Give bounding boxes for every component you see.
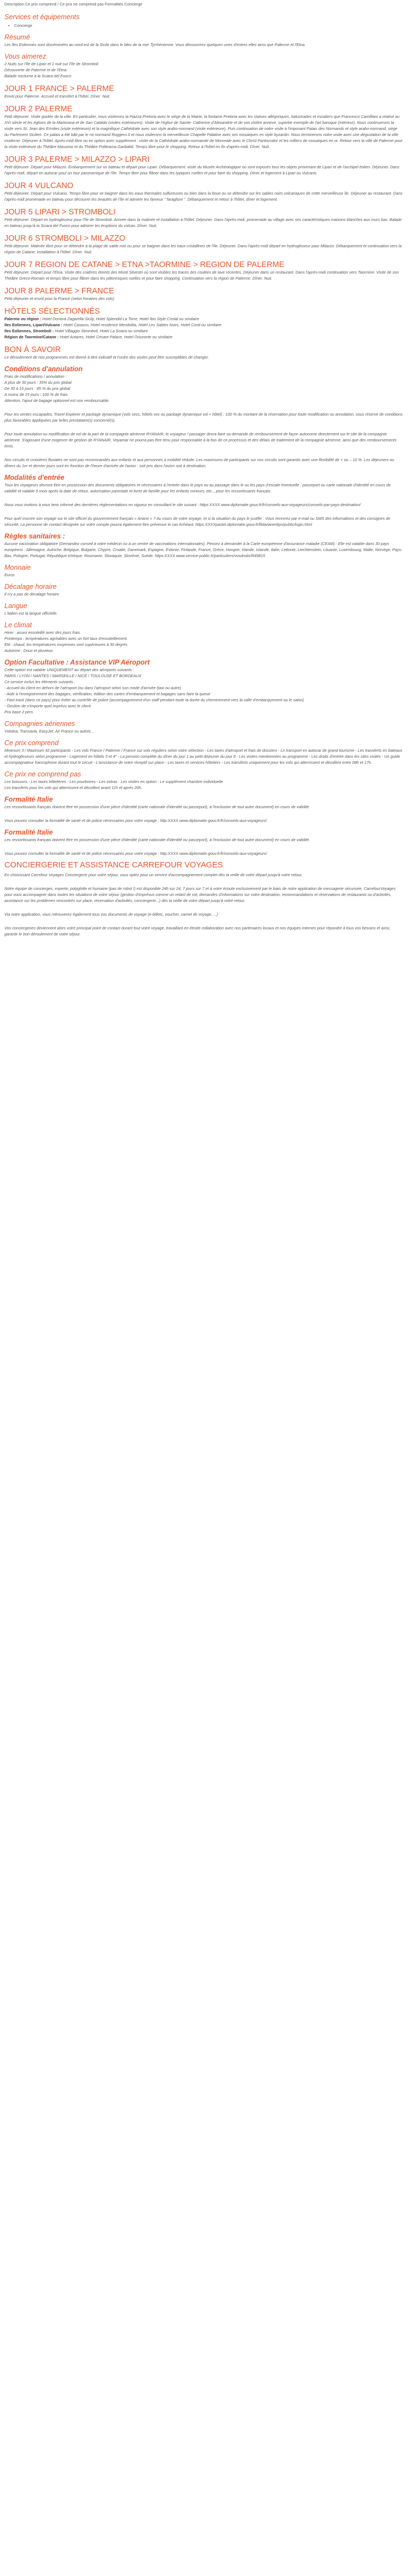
langue-text: L'italien est la langue officielle.	[4, 611, 58, 616]
langue-title: Langue	[4, 602, 27, 610]
day-2-title: JOUR 2 PALERME	[4, 105, 72, 114]
conditions-para: Pour les ventes escapades, Travel Explorer et package dynamique (vols secs, hôtels sec ou package dynamique vol + hôtel) : 100 % du montant de la réservation pour toute modification ou annulation, sous réserve de conditions plus favorables appliquées par le/les prestataire(s) concerné(s).	[4, 412, 403, 423]
hotel-row-value: Hotel Antares, Hotel Cesare Palace, Hotel Orizzonte ou similaire	[59, 334, 172, 339]
day-8-title: JOUR 8 PALERME > FRANCE	[4, 287, 114, 296]
modalites-para: Pour quel inscrire son voyage sur le site officiel du gouvernement français « Ariane » ? Au cours de votre voyage, et si la situation du pays le justifie : Vous recevrez par e-mail ou SMS des informations et des consignes de sécurité, La personne de contact désignée sur votre compte pourra également être prévenue le cas échéant. https:XXXXpastel.diplomatie.gouv.fr/fildariane/dyn/public/login.html	[4, 516, 391, 527]
climat-line: Eté : chaud, les températures moyennes sont supérieures à 30 degrés	[4, 642, 128, 647]
bon-a-savoir-title: BON À SAVOIR	[4, 345, 61, 354]
ne-comprend-title: Ce prix ne comprend pas	[4, 770, 81, 778]
resume-title: Résumé	[4, 33, 30, 41]
day-4-text: Petit déjeuner. Départ pour Vulcano. Temps libre pour se baigner dans les eaux thermales sulfureuses ou bien dans la boue ou se détendre sur les sables noirs volcaniques de cette merveilleuse île. Déjeuner au restaurant. Dans l'après-midi promenade en bateau pour découvrir les beautés de l'île et admirer les fameux " faraglioni ". Débarquement et retour à l'hôtel, dîner et logement.	[4, 191, 403, 202]
day-3-text: Petit déjeuner. Départ pour Milazzo. Embarquement sur un bateau et départ pour Lipari. Débarquement. visite du Musée Archéologique où sont exposés tous les objets provenant de Lipari et de l'archipel éolien. Déjeuner. Dans l'après-midi, départ en autocar pour un tour panoramique de l'île. Temps libre pour flâner dans les typiques ruelles et pour faire du shopping. Dîner et logement à Lipari ou Vulcano.	[4, 164, 400, 175]
conditions-line: Attention, l'ajout de bagage optionnel est non remboursable.	[4, 398, 110, 403]
conditions-line: De 30 à 15 jours : 85 % du prix global	[4, 386, 70, 391]
option-line: - Gestion de n'importe quel imprévu avec le client	[4, 703, 91, 708]
day-2-text: Petit déjeuner. Visite guidée de la ville. En particulier, nous visiterons la Piazza Pretoria avec le siège de la Mairie, la fontaine Pretoria avec les statues allégoriques, balustrades et escaliers que Francesco Camilliani a réalisé au XVI siècle et les églises de la Martorana et de San Cataldo (visites extérieures). Visite de l'église de Sainte- Catherine d'Alexandrie et de son cloître annexe, superbe exemple de l'art baroque (intérieur). Nous continuerons la visite vers St. Jean des Ermites (visite extérieure) et la magnifique Cathédrale avec son style arabo-normand (visite extérieure). Puis continuation de notre visite à l'imposant Palais des Normands et style arabo-normand, siège du Parlement Sicilien. Ce palais a été bâti par le roi normand Ruggero II et nous visiterons la merveilleuse Chapelle Palatine avec ses mosaïques en style byzantin. Nous terminerons notre visite avec une dégustation de la ville moderne. Déjeuner à l'hôtel. Après-midi libre ou en option avec supplément : visite de la Cathédrale arabo-normande de Monreale avec le Christ Pantocrator et les milliers de mosaïques en or. Retour vers la ville de Palerme pour la visite extérieure du Théâtre Massimo et du Théâtre Politeama Garibaldi. Temps libre pour le shopping. Retour à l'hôtel en fin d'après-midi. Dîner. Nuit.	[4, 114, 403, 149]
hotel-row-label: Région de Taormine/Catane :	[4, 334, 59, 339]
conditions-line: A plus de 30 jours : 35% du prix global	[4, 380, 72, 385]
day-5-title: JOUR 5 LIPARI > STROMBOLI	[4, 208, 116, 217]
services-list	[4, 22, 403, 29]
option-line: Ce service inclus les éléments suivants :	[4, 679, 76, 684]
vous-aimerez-title: Vous aimerez	[4, 53, 46, 60]
hotel-row-label: Palerme ou région :	[4, 316, 42, 321]
conditions-para: Nos circuits et croisières fluviales ne sont pas recommandés aux enfants et aux personnes à mobilité réduite. Les maximums de participants sur nos circuits sont garantis avec une flexibilité de + ou – 10 %. Les déjeuners ou dîners du 1er et dernier jours sont en fonction de l'heure d'arrivée de l'avion : soit pris dans l'avion soit à destination.	[4, 457, 395, 468]
option-line: Prix base 2 pers	[4, 710, 33, 714]
day-6-text: Petit déjeuner. Matinée libre pour se détendre à la plage de sable noir ou pour se baigner dans les eaux cristallines de l'île. Déjeuner. Dans l'après-midi départ en hydroglisseur pour Milazzo. Débarquement et continuation vers la région de Catane. Installation à l'hôtel. Dîner. Nuit.	[4, 243, 402, 254]
modalites-para: Nous vous invitons à vous tenir informé des dernières réglementations en vigueur en consultant le site suivant : https:XXXX.www.diplomatie.gouv.fr/fr/conseils-aux-voyageurs/conseils-par-pays-destination/	[4, 502, 361, 507]
option-line: PARIS / LYON / NANTES / MARSEILLE / NICE / TOULOUSE ET BORDEAUX	[4, 673, 142, 678]
conciergerie-para: Notre équipe de concierges, experte, polyglotte et humaine (pas de robot !) est disponible 24h sur 24, 7 jours sur 7 et à votre écoute exclusivement par le biais de notre application de messagerie sécurisée, CarrefourVoyages pour vous accompagner dans toutes les situations de votre séjour (gestion d'imprévus comme un retard de vol, demandes d'informations sur votre destination, recommandations et réservations de restaurants ou d'activités, assistance sur les problèmes rencontrés sur place, réservation d'activités, conciergerie...) dès la veille de votre départ jusqu'à votre retour.	[4, 886, 396, 903]
hotel-row	[4, 316, 403, 322]
ne-comprend-line: Les boissons - Les taxes hôtelières - Les pourboires - Les extras · Les visites en option - Le supplément chambre individuelle	[4, 779, 223, 784]
day-3-title: JOUR 3 PALERME > MILAZZO > LIPARI	[4, 155, 150, 164]
climat-title: Le climat	[4, 621, 32, 629]
vous-aimerez-item: Balade nocturne à la Sciara del Fuoco	[4, 73, 71, 78]
conciergerie-para: Vos conciergeries deviennent alors votre principal point de contact durant tout votre voyage, travaillant en étroite collaboration avec nos partenaires locaux et nos équipes internes pour répondre à tous vos besoins et ainsi, garantir le bon déroulement de votre séjour.	[4, 926, 391, 937]
option-line: - Aide à l'enregistrement des bagages, vérification, édition des cartes d'embarquement et bagages sans faire la queue	[4, 691, 211, 696]
climat-line: Automne : Doux et pluvieux.	[4, 648, 54, 653]
formalite-italie-para-2: Vous pouvez consulter la formalité de santé et de police nécessaires pour votre voyage : http:XXXX.www.diplomatie.gouv.fr/fr/conseils-aux-voyageurs/	[4, 851, 267, 856]
decalage-text: Il n'y a pas de décalage horaire	[4, 592, 59, 597]
formalite-italie-para: Les ressortissants français doivent être en possession d'une pièce d'identité (carte nationale d'identité ou passeport), à l'exclusion de tout autre document) en cours de validité.	[4, 804, 310, 809]
day-7-title: JOUR 7 REGION DE CATANE > ETNA >TAORMINE > REGION DE PALERME	[4, 260, 285, 269]
services-title: Services et équipements	[4, 13, 80, 21]
conciergerie-para: En choisissant Carrefour Voyages Conciergerie pour votre séjour, vous optez pour un service d'accompagnement complet dès la veille de votre départ jusqu'à votre retour.	[4, 872, 303, 877]
hotel-row-label: Iles Eoliennes, Lipari/Vulcano :	[4, 322, 63, 327]
day-8-text: Petit déjeuner et envol pour la France (selon horaires des vols)	[4, 296, 115, 301]
conditions-line: Frais de modifications / annulation :	[4, 374, 67, 379]
climat-line: Hiver : assez ensoleillé avec des jours frais.	[4, 630, 81, 635]
hotel-row	[4, 334, 403, 340]
hotel-row-value: Hotel Villaggio Stromboli, Hotel La Sciara ou similaire	[54, 328, 148, 333]
conditions-para: Pour toute annulation ou modification de vol de la part de la compagnie aérienne RYANAIR, le voyageur / passager devra faire sa demande de remboursement de façon autonome directement sur le site de la compagnie aérienne. S'agissant d'une exigence de gestion de RYANAIR, Voyamar ne pourra pas être tenu pour responsable à la fois de ce processus et des délais de traitement de la compagnie aérienne, ainsi que des remboursements émis.	[4, 432, 397, 449]
vous-aimerez-list	[4, 61, 403, 79]
compagnies-title: Compagnies aériennes	[4, 720, 75, 728]
day-5-text: Petit déjeuner. Départ en hydroglisseur pour l'île de Stromboli. Arrivée dans la matinée et installation à l'hôtel. Déjeuner. Dans l'après-midi, promenade au village avec ses caractéristiques maisons blanches aux murs bas. Balade en bateau jusqu'à la Sciara del Fuoco pour admirer les éruptions du volcan. Dîner. Nuit.	[4, 217, 402, 228]
option-line: Cette option est valable UNIQUEMENT au départ des aéroports suivants :	[4, 667, 134, 672]
modalites-para: Tous les voyageurs devront être en possession des documents obligatoires et nécessaires à l'entrée dans le pays ou au passage dans le ou les pays d'escale éventuelle : passeport ou carte nationale d'identité en cours de validité et valable 6 mois après la date de retour, autorisation parentale et livret de famille pour les enfants mineurs, etc.., pour les ressortissants français.	[4, 483, 391, 493]
conciergerie-para: Via notre application, vous retrouverez également tous vos documents de voyage (e-billets, voucher, carnet de voyage, ...)	[4, 912, 218, 917]
day-4-title: JOUR 4 VULCANO	[4, 181, 74, 190]
hotel-row	[4, 322, 403, 328]
breadcrumb: Description Ce prix comprend / Ce prix ne comprend pas Formalités Concierge	[4, 2, 143, 7]
conditions-line: A moins de 15 jours : 100 % de frais	[4, 392, 68, 397]
regles-title: Règles sanitaires :	[4, 532, 65, 540]
conciergerie-title: CONCIERGERIE ET ASSISTANCE CARREFOUR VOYAGES	[4, 861, 223, 870]
hotel-row	[4, 328, 403, 334]
decalage-title: Décalage horaire	[4, 583, 57, 591]
ne-comprend-line: Les transferts pour les vols qui atterrissent et décollent avant 11h et après 20h.	[4, 785, 142, 790]
conditions-title: Conditions d'annulation	[4, 365, 83, 373]
day-1-title: JOUR 1 FRANCE > PALERME	[4, 84, 114, 93]
formalite-italie-para: Vous pouvez consulter la formalité de santé et de police nécessaires pour votre voyage : http:XXXX.www.diplomatie.gouv.fr/fr/conseils-aux-voyageurs/	[4, 818, 267, 823]
day-6-title: JOUR 6 STROMBOLI > MILAZZO	[4, 234, 126, 243]
modalites-title: Modalités d'entrée	[4, 474, 65, 481]
formalite-italie-title: Formalité Italie	[4, 796, 53, 803]
page-content	[0, 0, 407, 943]
formalite-italie-para-2: Les ressortissants français doivent être en possession d'une pièce d'identité (carte nationale d'identité ou passeport), à l'exclusion de tout autre document) en cours de validité.	[4, 837, 310, 842]
vous-aimerez-item: 2 Nuits sur l'île de Lipari et 1 nuit sur l'île de Stromboli	[4, 61, 98, 66]
regles-text: Aucune vaccination obligatoire (Demandez conseil à votre médecin ou à un centre de vaccinations internationales). Pensez à demander à la Carte européenne d'assurance maladie (CEAM) : Elle est valable dans 30 pays européens : Allemagne, Autriche, Belgique, Bulgarie, Chypre, Croatie, Danemark, Espagne, Estonie, Finlande, France, Grèce, Hongrie, Irlande, Islande, Italie, Lettonie, Liechtenstein, Lituanie, Luxembourg, Malte, Norvège, Pays-Bas, Pologne, Portugal, République tchèque, Roumanie, Slovaquie, Slovénie, Suède. https:XXXX.www.service-public.fr/particuliers/vosdroits/R49815	[4, 541, 403, 558]
hotel-row-label: Iles Eoliennes, Stromboli :	[4, 328, 54, 333]
ne-comprend-lines	[4, 779, 403, 791]
formalite-italie-title-2: Formalité Italie	[4, 829, 53, 836]
hotels-list	[4, 316, 403, 340]
monnaie-text: Euros	[4, 572, 15, 577]
compagnies-text: Volotea, Transavia, EasyJet, Air France ou autres...	[4, 729, 94, 734]
option-line: - Fast track (dans ce pays) pour éviter au contrôle de police (accompagnement d'un staff pendant toute la durée du cheminement vers la salle d'embarquement ou le salon)	[4, 697, 304, 702]
climat-line: Printemps : températures agréables avec un fort taux d'ensoleillement.	[4, 636, 128, 641]
option-line: - Accueil du client en dehors de l'aéroport (ou dans l'aéroport selon son mode d'arrivée (taxi ou autre)	[4, 685, 181, 690]
hotels-title: HÔTELS SÉLECTIONNÉS	[4, 307, 100, 316]
option-title: Option Facultative : Assistance VIP Aéroport	[4, 659, 150, 666]
hotel-row-value: Hotel Carasco, Hotel residence Mendolita, Hotel Les Sables Noirs, Hotel Conti ou similaire	[63, 322, 222, 327]
bon-a-savoir-text: Le déroulement de nos programmes est donné à titre indicatif et l'ordre des visites peut être susceptibles de changer.	[4, 355, 209, 360]
resume-text: Les îles Eoliennes sont disséminées au nord-est de la Sicile dans le bleu de la mer Tyrrhénienne. Vous découvrirez quelques unes d'entres elles ainsi que Palerme et l'Etna.	[4, 42, 306, 47]
day-1-text: Envol pour Palerme. Accueil et transfert à l'hôtel. Dîner. Nuit.	[4, 94, 110, 99]
option-lines	[4, 667, 403, 715]
conditions-lines	[4, 373, 403, 404]
services-item: • Concierge	[14, 22, 403, 29]
hotel-row-value: Hotel Domina Zagarella Sicily, Hotel Splendid La Torre, Hotel Ibis Style Cristal ou similaire	[42, 316, 199, 321]
monnaie-title: Monnaie	[4, 564, 31, 571]
climat-lines	[4, 629, 403, 654]
vous-aimerez-item: Découverte de Palerme et de l'Etna	[4, 67, 67, 72]
comprend-title: Ce prix comprend	[4, 739, 59, 747]
comprend-text: Minimum 3 / Maximum 42 participants - Les vols France / Palerme / France sur vols réguliers selon votre sélection - Les taxes d'aéroport et frais de dossiers - Le transport en autocar de grand tourisme - Les transferts en bateaux et hydroglisseurs selon programme - Logement en hôtels 3 et 4* - La pension complète du dîner du jour 1 au petit déjeuner du jour 8 - Les visites mentionnées au programme - Les droits d'entrée dans les sites visités - Un guide accompagnateur francophone durant tout le circuit - L'assistance de notre réceptif sur place - Les taxes et services hôteliers - Les transferts uniquement pour les vols qui atterrissent et décollent entre 08h et 17h.	[4, 748, 402, 765]
day-7-text: Petit déjeuner. Départ pour l'Etna. Visite des cratères éteints des Monti Silvestri où sont visibles les traces des coulées de lave récentes. Déjeuner dans un restaurant. Dans l'après-midi continuation vers Taormine. Visite de son Théâtre Greco-Romain et temps libre pour flâner dans les pittoresques ruelles et pour faire shopping. Continuation vers la région de Palerme. Dîner. Nuit.	[4, 270, 399, 281]
